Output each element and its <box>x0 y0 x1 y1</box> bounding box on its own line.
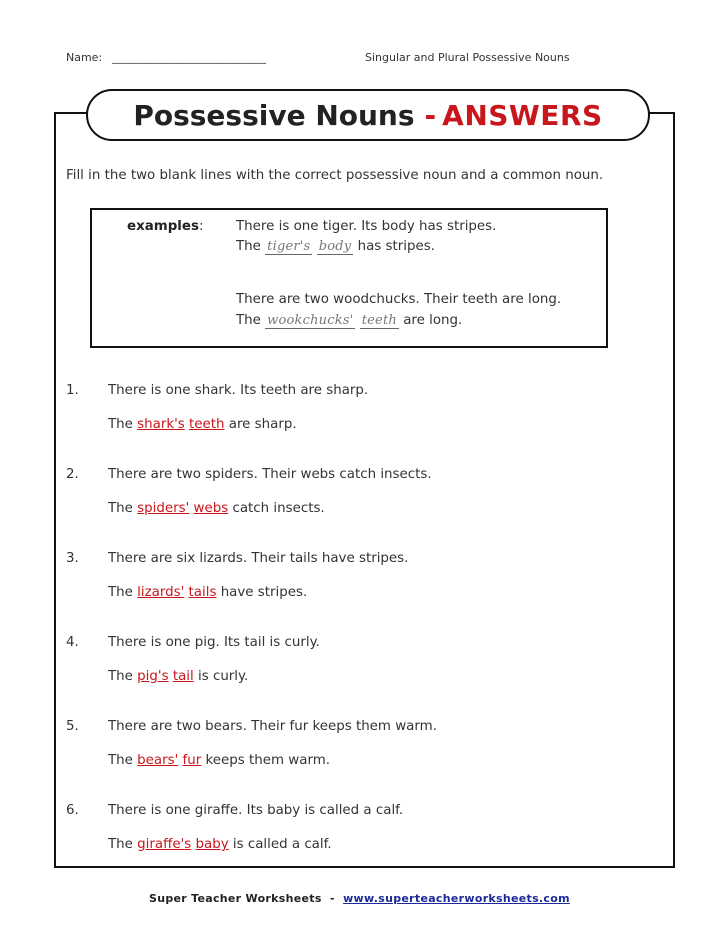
answer-noun: tails <box>188 585 217 600</box>
page-title <box>86 89 650 141</box>
example-2-sentence: There are two woodchucks. Their teeth are long. <box>236 292 562 307</box>
answer-the: The <box>108 585 133 600</box>
name-label: Name: <box>66 51 103 64</box>
question-sentence: There are two spiders. Their webs catch insects. <box>108 467 432 482</box>
answer-the: The <box>108 417 133 432</box>
question-sentence: There is one pig. Its tail is curly. <box>108 635 320 650</box>
answer-possessive: bears' <box>137 753 179 768</box>
example-1-answer <box>236 239 435 254</box>
worksheet-subtitle: Singular and Plural Possessive Nouns <box>365 51 570 64</box>
footer <box>149 892 570 905</box>
question-number: 6. <box>66 803 79 818</box>
question-sentence: There is one shark. Its teeth are sharp. <box>108 383 369 398</box>
question-sentence: There are six lizards. Their tails have stripes. <box>108 551 409 566</box>
answer-noun: baby <box>195 837 229 852</box>
question-sentence: There is one giraffe. Its baby is called a calf. <box>108 803 404 818</box>
examples-label-text: examples <box>127 219 199 234</box>
question-number: 5. <box>66 719 79 734</box>
examples-colon: : <box>198 219 204 234</box>
example-1-possessive: tiger's <box>267 239 311 254</box>
name-blank-line: ____________________________ <box>112 51 266 64</box>
answer-line <box>108 753 330 768</box>
title-separator: - <box>424 98 437 132</box>
instructions: Fill in the two blank lines with the correct possessive noun and a common noun. <box>66 168 604 183</box>
answer-rest: is called a calf. <box>232 837 332 852</box>
answer-the: The <box>108 669 133 684</box>
example-2-answer <box>236 313 462 328</box>
title-answers-text: ANSWERS <box>442 98 603 132</box>
answer-possessive: lizards' <box>137 585 185 600</box>
question-number: 1. <box>66 383 79 398</box>
answer-the: The <box>108 753 133 768</box>
question-number: 3. <box>66 551 79 566</box>
example-1-noun: body <box>318 239 352 254</box>
question-number: 4. <box>66 635 79 650</box>
question-number: 2. <box>66 467 79 482</box>
example-2-the: The <box>236 313 261 328</box>
question-sentence: There are two bears. Their fur keeps them warm. <box>108 719 437 734</box>
examples-label <box>127 219 203 234</box>
answer-noun: webs <box>193 501 229 516</box>
answer-rest: catch insects. <box>232 501 325 516</box>
answer-possessive: shark's <box>137 417 185 432</box>
footer-link[interactable]: www.superteacherworksheets.com <box>343 892 570 905</box>
answer-possessive: spiders' <box>137 501 190 516</box>
answer-line <box>108 669 248 684</box>
title-main-text: Possessive Nouns <box>133 98 415 132</box>
example-1-rest: has stripes. <box>357 239 435 254</box>
example-2-possessive: wookchucks' <box>267 313 354 328</box>
answer-line <box>108 837 332 852</box>
answer-noun: teeth <box>189 417 225 432</box>
answer-line <box>108 501 325 516</box>
answer-possessive: pig's <box>137 669 169 684</box>
answer-rest: keeps them warm. <box>205 753 331 768</box>
footer-brand: Super Teacher Worksheets <box>149 892 322 905</box>
answer-noun: fur <box>182 753 202 768</box>
answer-possessive: giraffe's <box>137 837 192 852</box>
answer-the: The <box>108 837 133 852</box>
answer-line <box>108 417 297 432</box>
example-1-sentence: There is one tiger. Its body has stripes. <box>236 219 497 234</box>
example-2-rest: are long. <box>403 313 463 328</box>
footer-separator: - <box>329 892 335 905</box>
answer-noun: tail <box>172 669 194 684</box>
answer-the: The <box>108 501 133 516</box>
answer-rest: is curly. <box>198 669 249 684</box>
answer-line <box>108 585 307 600</box>
example-1-the: The <box>236 239 261 254</box>
answer-rest: are sharp. <box>228 417 297 432</box>
example-2-noun: teeth <box>361 313 397 328</box>
answer-rest: have stripes. <box>220 585 308 600</box>
